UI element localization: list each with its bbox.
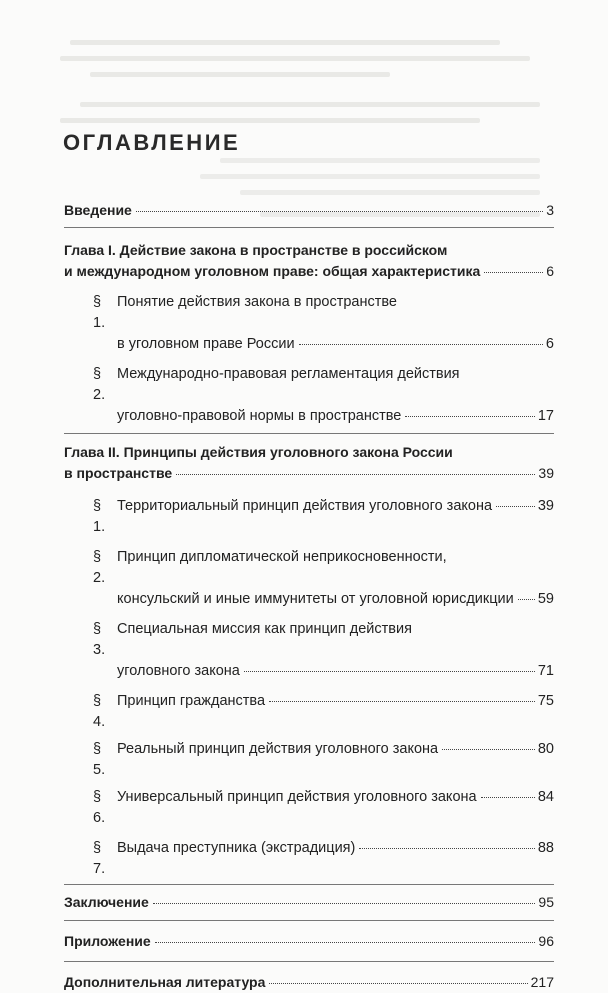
toc-entry bbox=[64, 200, 554, 227]
page-number: 88 bbox=[537, 840, 554, 856]
page-title: ОГЛАВЛЕНИЕ bbox=[63, 130, 241, 155]
dot-leader bbox=[155, 942, 536, 943]
section-number: § 1. bbox=[93, 294, 106, 331]
dot-leader bbox=[359, 848, 535, 849]
toc-section bbox=[64, 736, 554, 784]
toc-entry-text: Приложение bbox=[64, 933, 151, 949]
section-number: § 5. bbox=[93, 741, 106, 778]
dot-leader bbox=[153, 903, 536, 904]
dot-leader bbox=[442, 749, 535, 750]
section-number: § 7. bbox=[93, 840, 106, 877]
dot-leader bbox=[269, 983, 527, 984]
page-number: 80 bbox=[537, 741, 554, 757]
table-of-contents bbox=[64, 200, 554, 993]
toc-entry-text: Реальный принцип действия уголовного закона bbox=[117, 741, 439, 757]
toc-entry-text: в пространстве bbox=[64, 465, 173, 481]
toc-section bbox=[64, 285, 554, 358]
toc-section bbox=[64, 487, 554, 541]
toc-entry-text: Глава II. Принципы действия уголовного закона России bbox=[64, 444, 453, 460]
toc-entry-text: Принцип гражданства bbox=[117, 693, 266, 709]
page-number: 39 bbox=[538, 465, 554, 481]
toc-entry-text: Заключение bbox=[64, 894, 149, 910]
toc-entry-text: Территориальный принцип действия уголовного закона bbox=[117, 498, 493, 514]
page-number: 39 bbox=[537, 498, 554, 514]
page-number: 59 bbox=[537, 591, 554, 607]
page-number: 17 bbox=[537, 408, 554, 424]
toc-entry-text: Универсальный принцип действия уголовного закона bbox=[117, 789, 477, 805]
dot-leader bbox=[269, 701, 535, 702]
toc-entry-text: уголовно-правовой нормы в пространстве bbox=[117, 408, 402, 424]
dot-leader bbox=[176, 474, 535, 475]
toc-entry-text: Специальная миссия как принцип действия bbox=[117, 621, 412, 637]
page-number: 96 bbox=[538, 933, 554, 949]
dot-leader bbox=[136, 211, 543, 212]
section-number: § 2. bbox=[93, 549, 106, 586]
page-number: 217 bbox=[530, 974, 554, 990]
toc-entry-text: Принцип дипломатической неприкосновенности, bbox=[117, 549, 447, 565]
toc-section bbox=[64, 832, 554, 884]
dot-leader bbox=[518, 599, 535, 600]
dot-leader bbox=[496, 506, 535, 507]
dot-leader bbox=[405, 416, 534, 417]
page-number: 75 bbox=[537, 693, 554, 709]
toc-entry bbox=[64, 885, 554, 920]
toc-section bbox=[64, 784, 554, 832]
toc-entry-text: Глава I. Действие закона в пространстве в российском bbox=[64, 242, 448, 258]
section-number: § 1. bbox=[93, 498, 106, 535]
page-number: 84 bbox=[537, 789, 554, 805]
toc-chapter bbox=[64, 228, 554, 285]
section-number: § 6. bbox=[93, 789, 106, 826]
toc-entry-text: Дополнительная литература bbox=[64, 974, 266, 990]
toc-chapter bbox=[64, 434, 554, 487]
toc-section bbox=[64, 685, 554, 736]
section-number: § 3. bbox=[93, 621, 106, 658]
toc-entry-text: Введение bbox=[64, 202, 132, 218]
page-number: 71 bbox=[537, 663, 554, 679]
dot-leader bbox=[244, 671, 535, 672]
toc-entry-text: Выдача преступника (экстрадиция) bbox=[117, 840, 356, 856]
toc-section bbox=[64, 358, 554, 433]
dot-leader bbox=[481, 797, 535, 798]
dot-leader bbox=[484, 272, 543, 273]
page-number: 95 bbox=[538, 894, 554, 910]
dot-leader bbox=[299, 344, 543, 345]
toc-entry-text: и международном уголовном праве: общая характеристика bbox=[64, 263, 481, 279]
toc-section bbox=[64, 613, 554, 685]
toc-entry-text: Международно-правовая регламентация действия bbox=[117, 366, 460, 382]
toc-entry-text: Понятие действия закона в пространстве bbox=[117, 294, 397, 310]
toc-entry-text: в уголовном праве России bbox=[117, 336, 295, 352]
toc-entry-text: уголовного закона bbox=[117, 663, 240, 679]
page-number: 6 bbox=[546, 263, 554, 279]
toc-entry-text: консульский и иные иммунитеты от уголовной юрисдикции bbox=[117, 591, 514, 607]
page-number: 6 bbox=[545, 336, 554, 352]
toc-section bbox=[64, 541, 554, 613]
section-number: § 4. bbox=[93, 693, 106, 730]
show-through-text bbox=[60, 30, 560, 140]
toc-entry bbox=[64, 921, 554, 961]
page-number: 3 bbox=[546, 202, 554, 218]
section-number: § 2. bbox=[93, 366, 106, 403]
toc-entry bbox=[64, 962, 554, 993]
